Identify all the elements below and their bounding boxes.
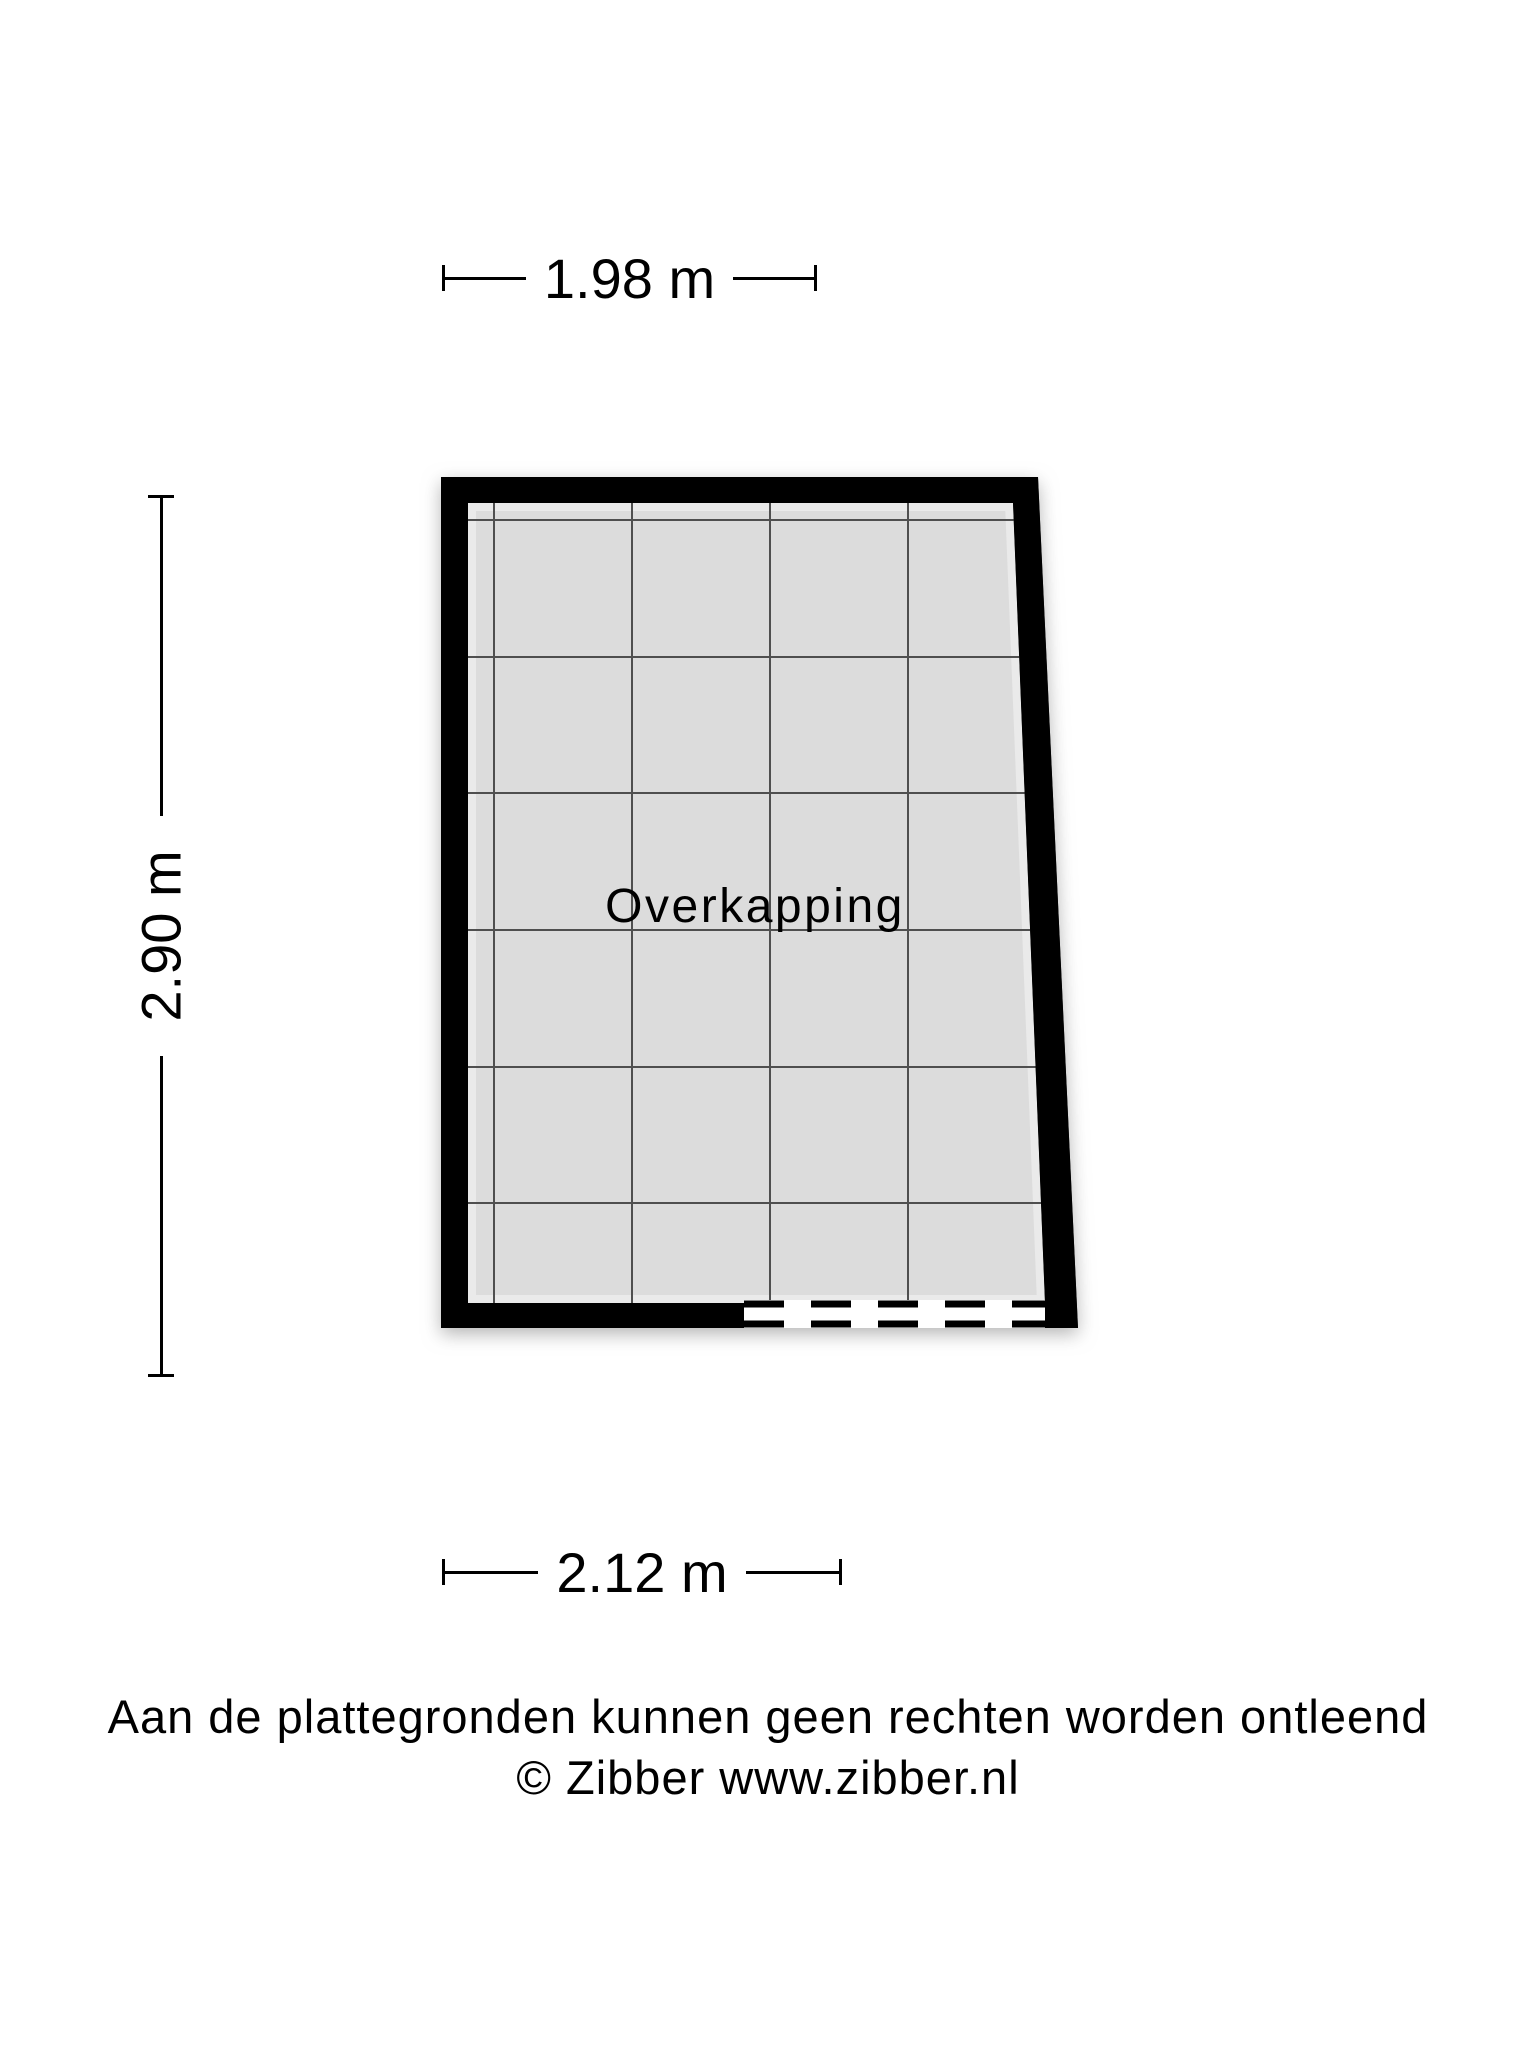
dimension-top — [442, 240, 817, 316]
dimension-label-wrap — [123, 816, 199, 1056]
dimension-tick — [814, 265, 817, 291]
dimension-label-bottom: 2.12 m — [556, 1540, 728, 1604]
dimension-line — [445, 277, 526, 280]
dimension-left — [123, 495, 199, 1377]
dimension-tick — [148, 1374, 174, 1377]
copyright-text: © Zibber www.zibber.nl — [516, 1751, 1020, 1804]
dimension-line — [160, 498, 163, 816]
dimension-line — [746, 1571, 839, 1574]
dimension-tick — [839, 1559, 842, 1585]
dimension-bottom — [442, 1534, 842, 1610]
dimension-label-top: 1.98 m — [543, 246, 716, 310]
dimension-line — [733, 277, 814, 280]
disclaimer-text: Aan de plattegronden kunnen geen rechten worden ontleend — [107, 1690, 1429, 1743]
dimension-line — [445, 1571, 538, 1574]
dimension-line — [160, 1056, 163, 1374]
footer-disclaimer — [0, 1686, 1536, 1808]
dimension-label-left: 2.90 m — [129, 850, 193, 1022]
room-label: Overkapping — [605, 880, 905, 933]
